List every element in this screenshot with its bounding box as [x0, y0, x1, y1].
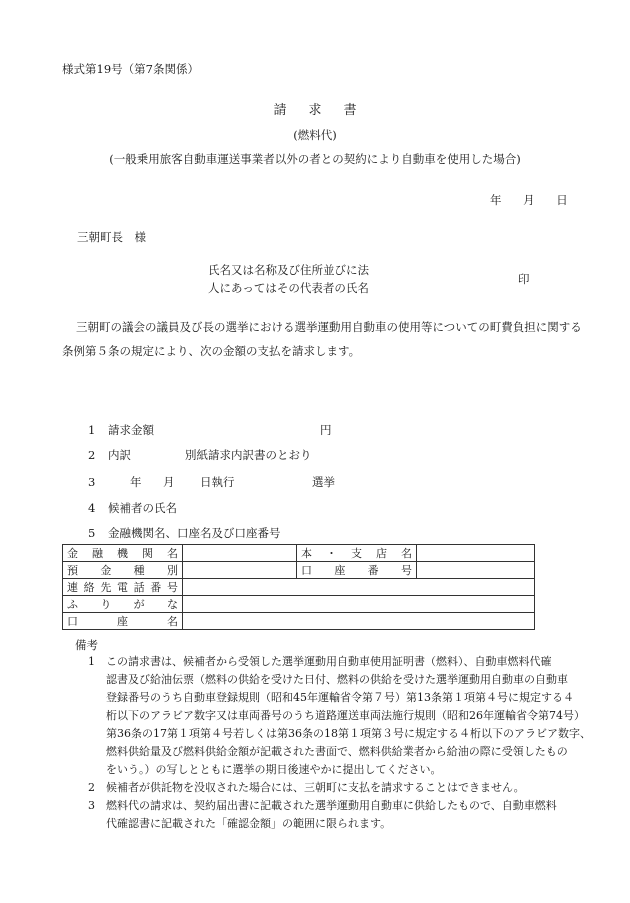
date-line: 年 月 日	[490, 193, 568, 207]
phone-label: 連 絡 先 電 話 番 号	[63, 579, 183, 596]
deposit-type-label: 預 金 種 別	[63, 562, 183, 579]
note-2: 2 候補者が供託物を没収された場合には、三朝町に支払を請求することはできません。	[88, 781, 525, 794]
note-3-line: 代確認書に記載された「確認金額」の範囲に限られます。	[106, 817, 392, 830]
claimant-label-line1: 氏名又は名称及び住所並びに法	[208, 263, 369, 277]
item-label: 金融機関名、口座名及び口座番号	[108, 526, 281, 540]
note-1-line: 認書及び給油伝票（燃料の供給を受けた日付、燃料の供給を受けた選挙運動用自動車の自動車	[106, 673, 568, 686]
item-label: 内訳	[108, 448, 131, 462]
note-1-line: をいう。）の写しとともに選挙の期日後速やかに提出してください。	[106, 763, 442, 776]
election-day: 日執行	[200, 475, 235, 489]
item-bank-info	[88, 528, 281, 540]
document-subtitle-condition: (一般乗用旅客自動車運送事業者以外の者との契約により自動車を使用した場合)	[109, 152, 521, 166]
body-text-line1: 三朝町の議会の議員及び長の選挙における選挙運動用自動車の使用等についての町費負担に関する	[76, 320, 582, 334]
note-1-line: 桁以下のアラビア数字又は車両番号のうち道路運送車両法施行規則（昭和26年運輸省令第74号）	[106, 709, 585, 722]
deposit-type-field[interactable]	[183, 562, 297, 579]
form-number: 様式第19号（第7条関係）	[62, 62, 199, 76]
note-1-line: 登録番号のうち自動車登録規則（昭和45年運輸省令第７号）第13条第１項第４号に規定する４	[106, 691, 574, 704]
furigana-label: ふ り が な	[63, 596, 183, 613]
account-name-field[interactable]	[183, 613, 535, 630]
table-row	[63, 562, 535, 579]
election-month: 月	[163, 475, 175, 489]
table-row	[63, 596, 535, 613]
item-number: 3	[88, 475, 96, 489]
item-election	[88, 477, 108, 489]
item-label: 請求金額	[108, 423, 154, 437]
account-number-label: 口 座 番 号	[297, 562, 417, 579]
note-1-line: 第36条の17第１項第４号若しくは第36条の18第１項第３号に規定する４桁以下のアラビア数字、	[106, 727, 591, 740]
claimant-label-line2: 人にあってはその代表者の氏名	[208, 281, 369, 295]
item-number: 5	[88, 526, 96, 540]
remarks-heading: 備考	[75, 638, 98, 652]
document-subtitle: (燃料代)	[293, 128, 337, 142]
table-row	[63, 613, 535, 630]
note-1-line: 燃料供給量及び燃料供給金額が記載された書面で、燃料供給業者から給油の際に受領したもの	[106, 745, 568, 758]
branch-name-field[interactable]	[417, 545, 535, 562]
election-year: 年	[130, 475, 142, 489]
item-claim-amount	[88, 425, 154, 437]
item-number: 1	[88, 423, 96, 437]
branch-name-label: 本 ・ 支 店 名	[297, 545, 417, 562]
bank-account-table	[62, 544, 535, 630]
yen-unit: 円	[320, 423, 332, 437]
table-row	[63, 545, 535, 562]
note-3: 3 燃料代の請求は、契約届出書に記載された選挙運動用自動車に供給したもので、自動車燃料	[88, 799, 557, 812]
item-number: 4	[88, 501, 96, 515]
body-text-line2: 条例第５条の規定により、次の金額の支払を請求します。	[62, 344, 361, 358]
account-name-label: 口 座 名	[63, 613, 183, 630]
document-title: 請求書	[273, 103, 379, 118]
table-row	[63, 579, 535, 596]
item-number: 2	[88, 448, 96, 462]
furigana-field[interactable]	[183, 596, 535, 613]
bank-name-field[interactable]	[183, 545, 297, 562]
item-candidate-name	[88, 503, 177, 515]
account-number-field[interactable]	[417, 562, 535, 579]
addressee: 三朝町長 様	[77, 230, 146, 244]
item-label: 候補者の氏名	[108, 501, 177, 515]
seal-mark: 印	[518, 272, 530, 286]
phone-field[interactable]	[183, 579, 535, 596]
item-breakdown	[88, 450, 131, 462]
bank-name-label: 金 融 機 関 名	[63, 545, 183, 562]
election-label: 選挙	[312, 475, 335, 489]
note-1: 1 この請求書は、候補者から受領した選挙運動用自動車使用証明書（燃料）、自動車燃料代確	[88, 655, 552, 668]
breakdown-value: 別紙請求内訳書のとおり	[185, 448, 312, 462]
